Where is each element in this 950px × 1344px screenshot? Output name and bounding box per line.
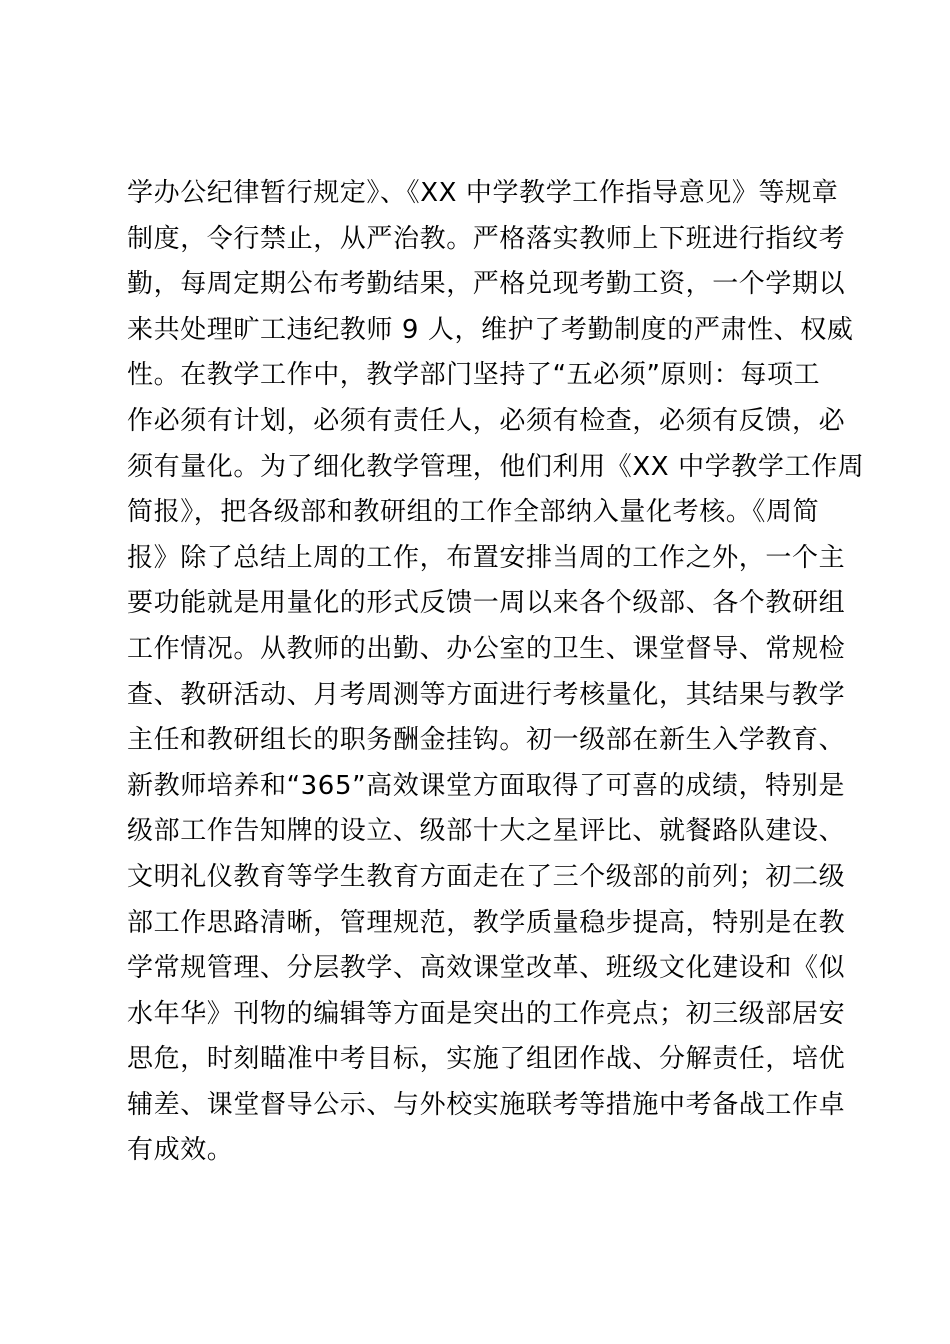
body-paragraph <box>127 171 865 1174</box>
paragraph-line: 报》除了总结上周的工作，布置安排当周的工作之外，一个主 <box>127 542 846 573</box>
paragraph-line: 来共处理旷工违纪教师 9 人，维护了考勤制度的严肃性、权威 <box>127 314 854 345</box>
paragraph-line: 思危，时刻瞄准中考目标，实施了组团作战、分解责任，培优 <box>127 1044 846 1075</box>
paragraph-line: 作必须有计划，必须有责任人，必须有检查，必须有反馈，必 <box>127 405 846 436</box>
paragraph-line: 文明礼仪教育等学生教育方面走在了三个级部的前列；初二级 <box>127 861 846 892</box>
paragraph-line: 水年华》刊物的编辑等方面是突出的工作亮点；初三级部居安 <box>127 998 846 1029</box>
paragraph-line: 级部工作告知牌的设立、级部十大之星评比、就餐路队建设、 <box>127 816 846 847</box>
paragraph-line: 主任和教研组长的职务酬金挂钩。初一级部在新生入学教育、 <box>127 725 846 756</box>
paragraph-line: 简报》，把各级部和教研组的工作全部纳入量化考核。《周简 <box>127 497 820 528</box>
paragraph-line: 有成效。 <box>127 1135 234 1166</box>
paragraph-line: 新教师培养和“365”高效课堂方面取得了可喜的成绩，特别是 <box>127 770 845 801</box>
paragraph-line: 勤，每周定期公布考勤结果，严格兑现考勤工资，一个学期以 <box>127 269 846 300</box>
paragraph-line: 辅差、课堂督导公示、与外校实施联考等措施中考备战工作卓 <box>127 1089 846 1120</box>
paragraph-line: 查、教研活动、月考周测等方面进行考核量化，其结果与教学 <box>127 679 846 710</box>
paragraph-line: 须有量化。为了细化教学管理，他们利用《XX 中学教学工作周 <box>127 451 865 482</box>
paragraph-line: 要功能就是用量化的形式反馈一周以来各个级部、各个教研组 <box>127 588 846 619</box>
paragraph-line: 部工作思路清晰，管理规范，教学质量稳步提高，特别是在教 <box>127 907 846 938</box>
paragraph-line: 制度，令行禁止，从严治教。严格落实教师上下班进行指纹考 <box>127 223 846 254</box>
paragraph-line: 性。在教学工作中，教学部门坚持了“五必须”原则：每项工 <box>127 360 821 391</box>
paragraph-line: 工作情况。从教师的出勤、办公室的卫生、课堂督导、常规检 <box>127 633 846 664</box>
paragraph-line: 学常规管理、分层教学、高效课堂改革、班级文化建设和《似 <box>127 953 846 984</box>
paragraph-line: 学办公纪律暂行规定》、《XX 中学教学工作指导意见》等规章 <box>127 178 839 208</box>
